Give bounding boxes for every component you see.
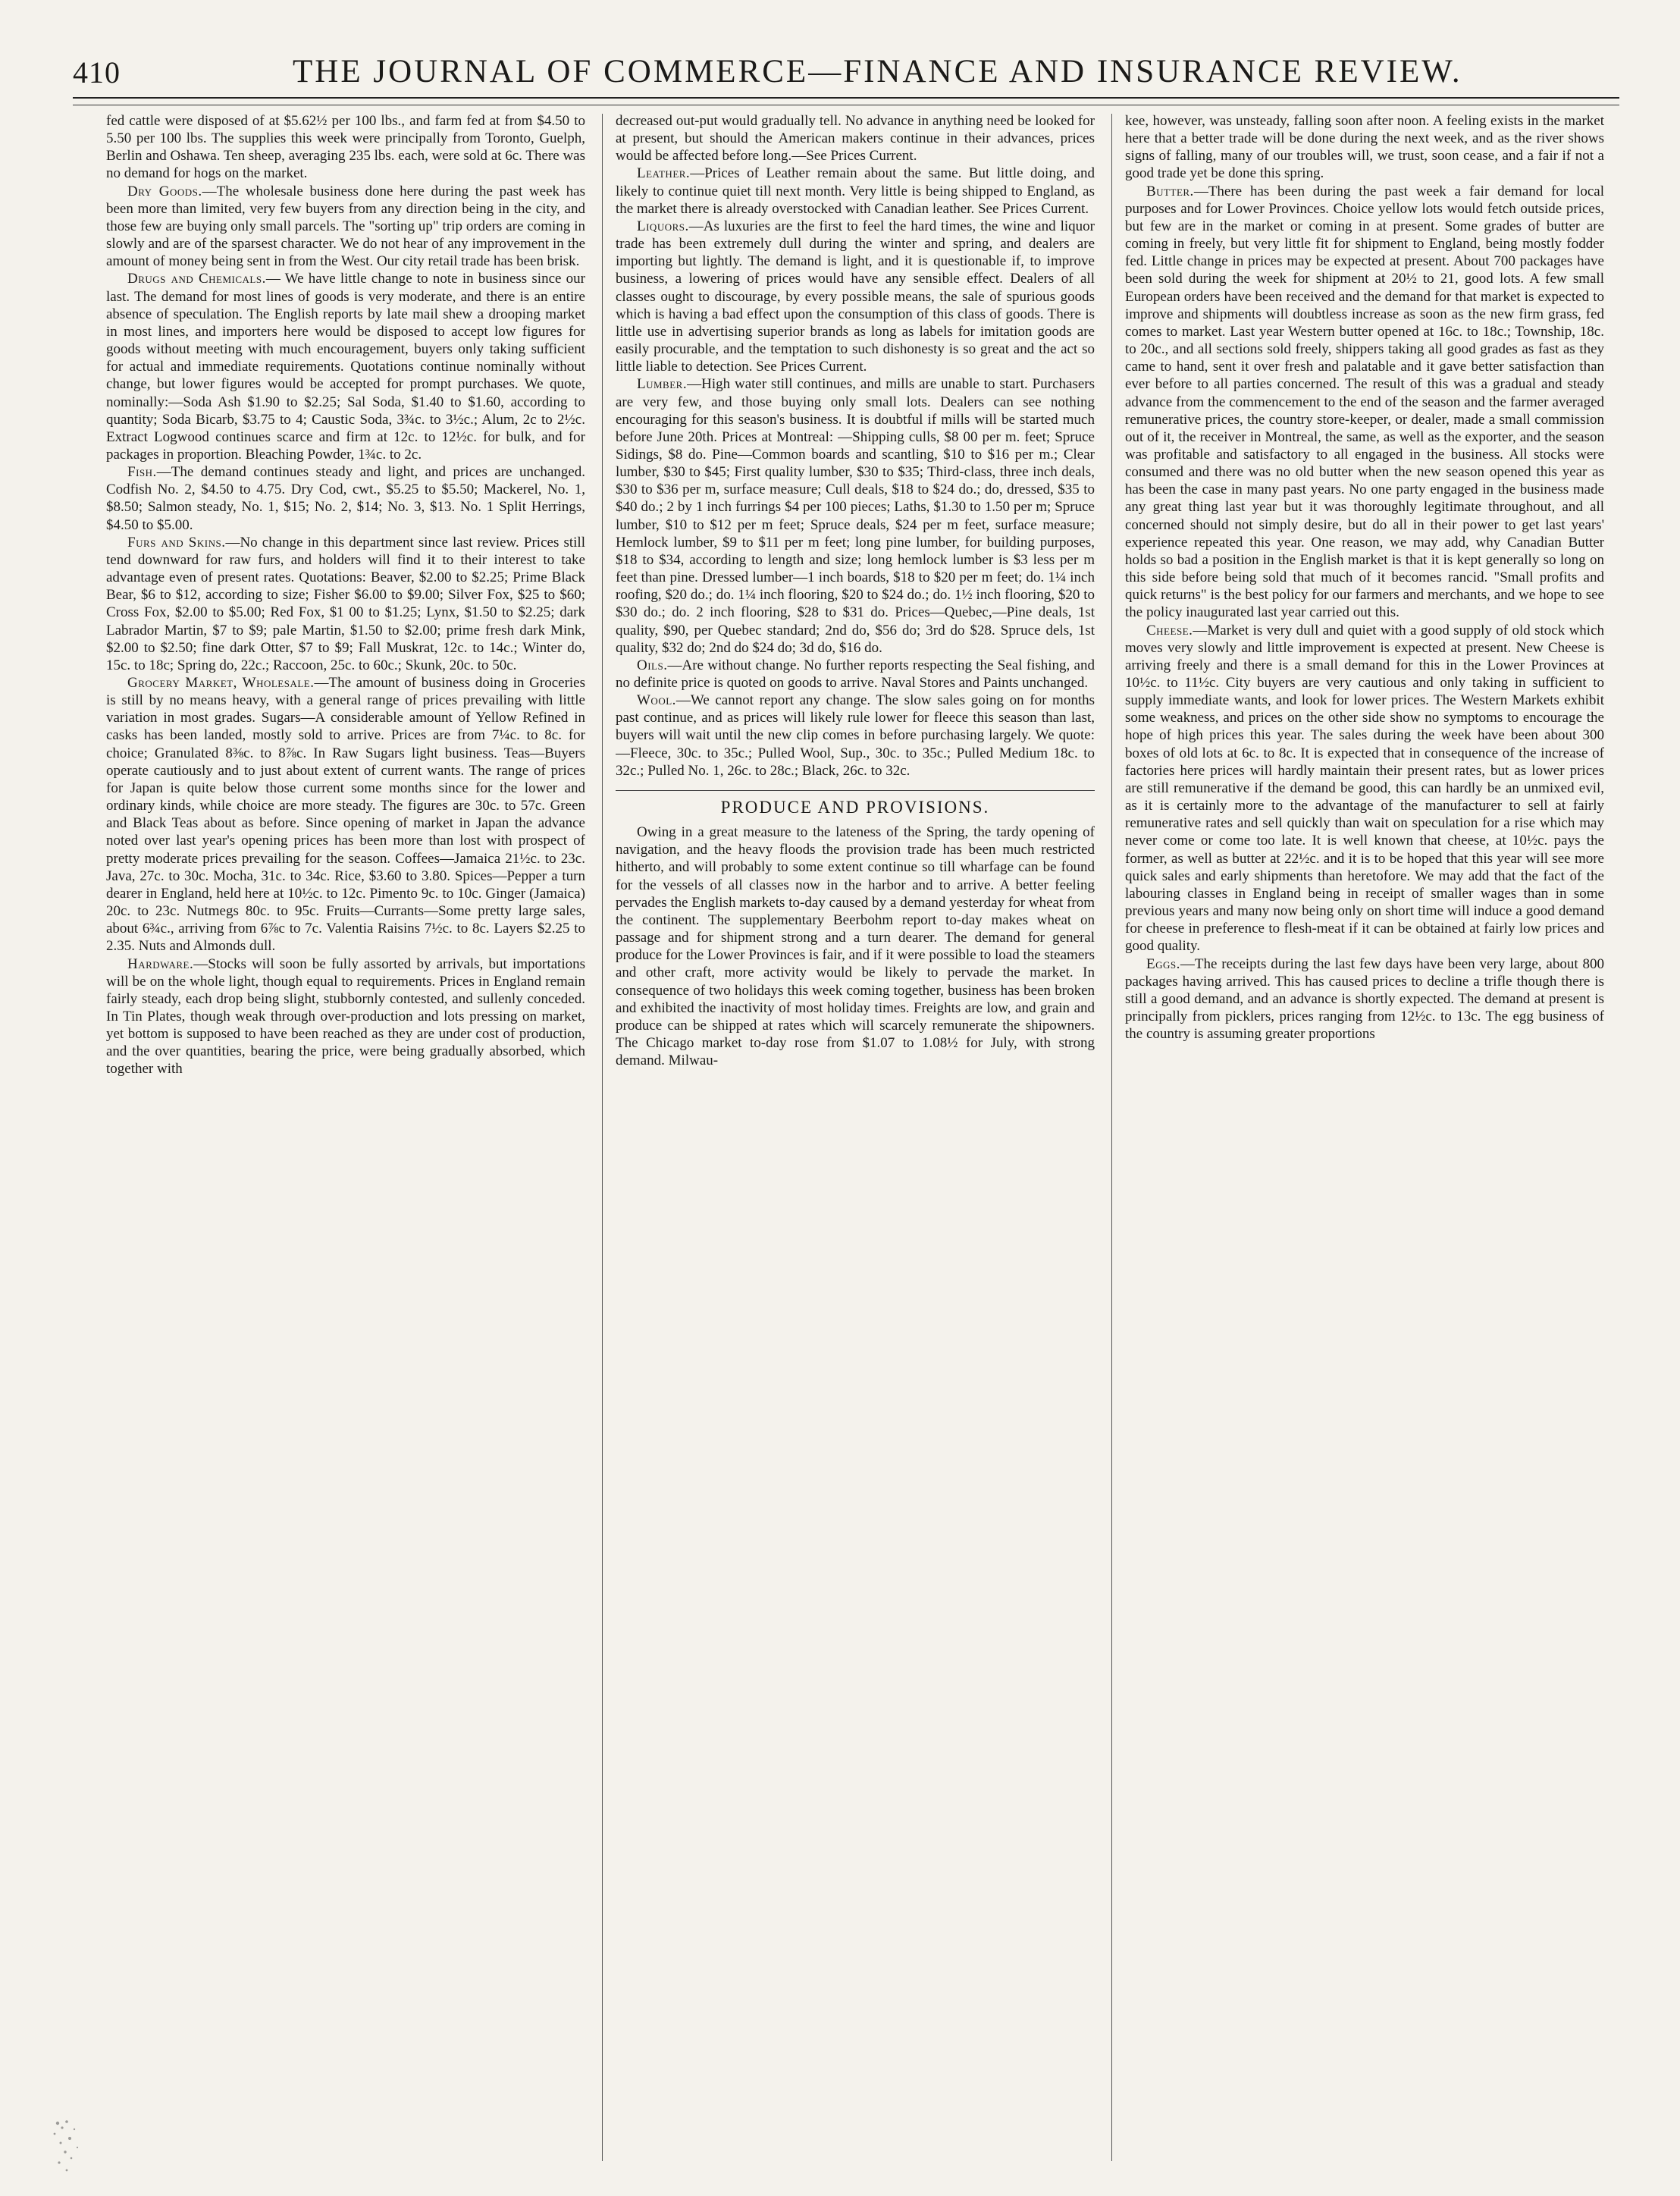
article-paragraph	[1125, 112, 1604, 183]
paragraph-heading: Butter.	[1146, 183, 1194, 199]
article-paragraph	[106, 534, 585, 674]
paragraph-text: —The receipts during the last few days have been very large, about 800 packages having arrived. This has caused prices to decline a trifle though there is still a good demand, and an advance is shortly expected. The demand at present is principally from picklers, prices ranging from 12½c. to 13c. The egg business of the country is assuming greater proportions	[1125, 955, 1604, 1043]
article-paragraph	[616, 218, 1095, 375]
paragraph-heading: Leather.	[637, 165, 691, 182]
paragraph-text: Owing in a great measure to the lateness of the Spring, the tardy opening of navigation, and the heavy floods the provision trade has been much restricted hitherto, and will probably to some extent continue so till wharfage can be found for the vessels of all classes now in the harbor and to arrive. A better feeling pervades the English markets to-day caused by a demand yesterday for wheat from the continent. The supplementary Beerbohm report to-day makes wheat on passage and for shipment strong and a turn dearer. The demand for general produce for the Lower Provinces is fair, and if it were possible to load the steamers and other craft, more activity would be likely to pervade the market. In consequence of two holidays this week coming together, business has been broken and exhibited the inactivity of most holiday times. Freights are low, and grain and produce can be shipped at rates which will scarcely remunerate the shipowners. The Chicago market to-day rose from $1.07 to 1.08½ for July, with strong demand. Milwau-	[616, 824, 1095, 1069]
header-rule	[73, 97, 1619, 105]
article-paragraph	[106, 674, 585, 955]
article-paragraph	[106, 183, 585, 271]
article-paragraph	[616, 824, 1095, 1069]
paragraph-heading: Oils.	[637, 657, 668, 673]
paragraph-text: kee, however, was unsteady, falling soon after noon. A feeling exists in the market here that a better trade will be done during the next week, and as the river shows signs of falling, many of our troubles will, we trust, soon cease, and a fair if not a good trade yet be done this spring.	[1125, 113, 1604, 182]
paragraph-text: — We have little change to note in business since our last. The demand for most lines of goods is very moderate, and there is an entire absence of speculation. The English reports by late mail shew a drooping market in most lines, and importers here would be disposed to accept low figures for goods without meeting with much encouragement, buyers only taking sufficient for actual and immediate requirements. Quotations continue nominally without change, but lower figures would be accepted for prompt purchases. We quote, nominally:—Soda Ash $1.90 to $2.25; Sal Soda, $1.40 to $1.60, according to quantity; Soda Bicarb, $3.75 to 4; Caustic Soda, 3¾c. to 3½c.; Alum, 2c to 2½c. Extract Logwood continues scarce and firm at 12c. to 12½c. for bulk, and for packages in proportion. Bleaching Powder, 1¾c. to 2c.	[106, 271, 585, 463]
article-paragraph	[1125, 622, 1604, 955]
paragraph-heading: Lumber.	[637, 376, 688, 393]
masthead	[73, 47, 1619, 100]
paragraph-text: —Are without change. No further reports respecting the Seal fishing, and no definite price is quoted on goods to arrive. Naval Stores and Paints unchanged.	[616, 657, 1095, 691]
paragraph-heading: Furs and Skins.	[127, 534, 226, 551]
paragraph-text: —There has been during the past week a fair demand for local purposes and for Lower Provinces. Choice yellow lots would fetch outside prices, but few are in the market or coming in at present. Some grades of butter are coming in freely, but very little fit for shipment to England, being mostly fodder fed. Little change in prices may be expected at present. About 700 packages have been sold during the week for shipment at 20½ to 21, good lots. A few small European orders have been received and the demand for that market is expected to improve and shipments will doubtless increase as soon as the new firm grass, fed comes to market. Last year Western butter opened at 16c. to 18c.; Township, 18c. to 20c., and all sections sold freely, shippers taking all good grades as fast as they came to hand, sent it over fresh and palatable and it gave better satisfaction than ever before to all parties concerned. The result of this was a gradual and steady advance from the commencement to the end of the season and the farmer averaged remunerative prices, the country store-keeper, or dealer, made a small commission out of it, the receiver in Montreal, the same, as well as the exporter, and the season was profitable and satisfactory to all engaged in the business. All stocks were consumed and there was no old butter when the new season opened this year as has been the case in many past years. No one party engaged in the business made any great thing last year but it was thoroughly legitimate throughout, and all concerned should not simply desire, but do all in their power to get last years' experience repeated this year. One reason, we may add, why Canadian Butter holds so bad a position in the English market is that it is kept generally so long on this side before being sold that much of it becomes rancid. "Small profits and quick returns" is the best policy for our farmers and merchants, and we hope to see the policy inaugurated last year carried out this.	[1125, 183, 1604, 621]
column-3	[1125, 112, 1604, 2160]
paragraph-text: —Stocks will soon be fully assorted by arrivals, but importations will be on the whole light, though equal to requirements. Prices in England remain fairly steady, each drop being slight, stubbornly contested, and sullenly conceded. In Tin Plates, though weak through over-production and lots pressing on market, yet bottom is supposed to have been reached as they are under cost of production, and the over quantities, bearing the price, were being gradually absorbed, which together with	[106, 955, 585, 1078]
article-paragraph	[106, 955, 585, 1078]
article-paragraph	[616, 112, 1095, 165]
paragraph-text: —Prices of Leather remain about the same. But little doing, and likely to continue quiet till next month. Very little is being shipped to England, as the market there is already overstocked with Canadian leather. See Prices Current.	[616, 165, 1095, 217]
paragraph-heading: Dry Goods.	[127, 183, 202, 199]
paragraph-heading: Hardware.	[127, 955, 194, 972]
paragraph-heading: Wool.	[637, 692, 676, 709]
article-paragraph	[106, 112, 585, 183]
paragraph-text: —We cannot report any change. The slow sales going on for months past continue, and as prices will likely rule lower for fleece this season than last, buyers will wait until the new clip comes in before purchasing largely. We quote:—Fleece, 30c. to 35c.; Pulled Wool, Sup., 30c. to 35c.; Pulled Medium 18c. to 32c.; Pulled No. 1, 26c. to 28c.; Black, 26c. to 32c.	[616, 692, 1095, 779]
paragraph-heading: Fish.	[127, 464, 157, 481]
paragraph-text: fed cattle were disposed of at $5.62½ per 100 lbs., and farm fed at from $4.50 to 5.50 per 100 lbs. The supplies this week were principally from Toronto, Guelph, Berlin and Oshawa. Ten sheep, averaging 235 lbs. each, were sold at 6c. There was no demand for hogs on the market.	[106, 113, 585, 182]
article-paragraph	[616, 657, 1095, 692]
article-paragraph	[106, 270, 585, 463]
print-smudge	[44, 2108, 89, 2176]
paragraph-heading: Liquors.	[637, 218, 689, 234]
article-paragraph	[616, 692, 1095, 780]
paragraph-heading: Drugs and Chemicals.	[127, 271, 266, 287]
article-paragraph	[616, 375, 1095, 657]
page-number: 410	[73, 55, 121, 89]
paragraph-text: —Market is very dull and quiet with a good supply of old stock which moves very slowly and little improvement is expected at present. New Cheese is arriving freely and there is a small demand for this in the Lower Provinces at 10½c. to 11½c. City buyers are very cautious and only taking in sufficient to supply immediate wants, and look for lower prices. The Western Markets exhibit some weakness, and prices on the other side show no symptoms to encourage the hope of high prices this year. The sales during the week have been about 300 boxes of old lots at 6c. to 8c. It is expected that in consequence of the increase of factories here prices will hardly maintain their present rates, but as lower prices are still remunerative if the demand be good, this can hardly be an unmixed evil, as it is certainly more to the advantage of the manufacturer to sell at fairly remunerative rates and sell quickly than wait on speculation for a rise which may never come or come too late. It is well known that cheese, at 10½c. pays the former, as well as butter at 22½c. and it is to be hoped that this year will see more quick sales and early shipments than heretofore. We may add that the fact of the labouring classes in England being in receipt of smaller wages than in some previous years and many now being only on short time will induce a good demand for cheese in preference to flesh-meat if it can be obtained at fairly low prices and good quality.	[1125, 622, 1604, 955]
paragraph-text: decreased out-put would gradually tell. No advance in anything need be looked for at present, but should the American makers continue in their advances, prices would be affected before long.—See Prices Current.	[616, 113, 1095, 165]
paragraph-heading: Cheese.	[1146, 622, 1193, 638]
paragraph-text: —As luxuries are the first to feel the hard times, the wine and liquor trade has been extremely dull during the winter and spring, and dealers are importing but lightly. The demand is light, and it is questionable if, to improve business, a lowering of prices would have any sensible effect. Dealers of all classes ought to discourage, by every possible means, the sale of spurious goods which is having a bad effect upon the consumption of this class of goods. There is little use in advertising superior brands as long as labels for imitation goods are easily procurable, and the temptation to such dishonesty is so great and the act so little liable to detection. See Prices Current.	[616, 218, 1095, 375]
paragraph-text: —The amount of business doing in Groceries is still by no means heavy, with a general range of prices prevailing with little variation in most grades. Sugars—A considerable amount of Yellow Refined in casks has been landed, mostly sold to arrive. Prices are from 7¼c. to 8c. for choice; Granulated 8⅜c. to 8⅞c. In Raw Sugars light business. Teas—Buyers operate cautiously and to just about extent of current wants. The range of prices for Japan is quite below those current some months since for the lower and ordinary kinds, while choice are more steady. The figures are 30c. to 57c. Green and Black Teas about as before. Since opening of market in Japan the advance noted over last year's opening prices has been more than lost with prospect of pretty moderate prices prevailing for the season. Coffees—Jamaica 21½c. to 23c. Java, 27c. to 30c. Mocha, 31c. to 34c. Rice, $3.60 to 3.80. Spices—Pepper a turn dearer in England, held here at 10½c. to 12c. Pimento 9c. to 10c. Ginger (Jamaica) 20c. to 23c. Nutmegs 80c. to 95c. Fruits—Currants—Some pretty large sales, about 6¾c., arriving from 6⅞c to 7c. Valentia Raisins 7½c. to 8c. Layers $2.25 to 2.35. Nuts and Almonds dull.	[106, 675, 585, 955]
paragraph-heading: Grocery Market, Wholesale.	[127, 675, 315, 691]
paragraph-text: —High water still continues, and mills are unable to start. Purchasers are very few, and those buying only small lots. Dealers can see nothing encouraging for this season's business. It is doubtful if mills will be started much before June 20th. Prices at Montreal: —Shipping culls, $8 00 per m. feet; Spruce Sidings, $8 do. Pine—Common boards and scantling, $10 to $16 per m.; Clear lumber, $30 to $45; First quality lumber, $30 to $35; Third-class, three inch deals, $30 to $36 per m, surface measure; Cull deals, $18 to $24 do.; do, dressed, $35 to $40 do.; 2 by 1 inch furrings $4 per 100 pieces; Laths, $1.30 to 1.50 per m; Spruce lumber, $10 to $12 per m feet; Spruce deals, $24 per m feet, surface measure; Hemlock lumber, $9 to $11 per m feet; long pine lumber, for building purposes, $18 to $34, according to length and size; long hemlock lumber is $3 less per m feet than pine. Dressed lumber—1 inch boards, $18 to $20 per m feet; do. 1¼ inch roofing, $20 do.; do. 1¼ inch flooring, $20 to $24 do.; do. 1½ inch flooring, $20 to $30 do.; do. 2 inch flooring, $28 to $31 do. Prices—Quebec,—Pine deals, 1st quality, $90, per Quebec standard; 2nd do, $56 do; 3rd do $28. Spruce dels, 1st quality, $32 do; 2nd do $24 do; 3d do, $16 do.	[616, 376, 1095, 656]
article-paragraph	[616, 165, 1095, 217]
running-title: THE JOURNAL OF COMMERCE—FINANCE AND INSURANCE REVIEW.	[293, 54, 1462, 89]
column-divider	[1111, 114, 1112, 2161]
column-2	[616, 112, 1095, 2160]
article-paragraph	[106, 463, 585, 534]
section-heading: PRODUCE AND PROVISIONS.	[616, 790, 1095, 816]
article-paragraph	[1125, 955, 1604, 1043]
article-paragraph	[1125, 183, 1604, 622]
paragraph-heading: Eggs.	[1146, 955, 1180, 972]
paragraph-text: —No change in this department since last review. Prices still tend downward for raw furs, and holders will find it to their interest to take advantage even of present rates. Quotations: Beaver, $2.00 to $2.25; Prime Black Bear, $6 to $12, according to size; Fisher $6.00 to $9.00; Silver Fox, $25 to $60; Cross Fox, $2.00 to $5.00; Red Fox, $1 00 to $1.25; Lynx, $1.50 to $2.25; dark Labrador Martin, $7 to $9; pale Martin, $1.50 to $2.00; prime fresh dark Mink, $2.00 to $2.50; fine dark Otter, $7 to $9; Fall Muskrat, 12c. to 14c.; Winter do, 15c. to 18c; Spring do, 22c.; Raccoon, 25c. to 60c.; Skunk, 20c. to 50c.	[106, 534, 585, 673]
column-divider	[602, 114, 603, 2161]
paragraph-text: —The wholesale business done here during the past week has been more than limited, very few buyers from any direction being in the city, and those few are buying only small parcels. The "sorting up" trip orders are coming in slowly and are of the sparsest character. We do not hear of any improvement in the amount of money being sent in from the West. Our city retail trade has been brisk.	[106, 183, 585, 270]
column-1	[106, 112, 585, 2160]
paragraph-text: —The demand continues steady and light, and prices are unchanged. Codfish No. 2, $4.50 to 4.75. Dry Cod, cwt., $5.25 to $5.50; Mackerel, No. 1, $8.50; Salmon steady, No. 1, $15; No. 2, $14; No. 3, $13. No. 1 Split Herrings, $4.50 to $5.00.	[106, 464, 585, 533]
